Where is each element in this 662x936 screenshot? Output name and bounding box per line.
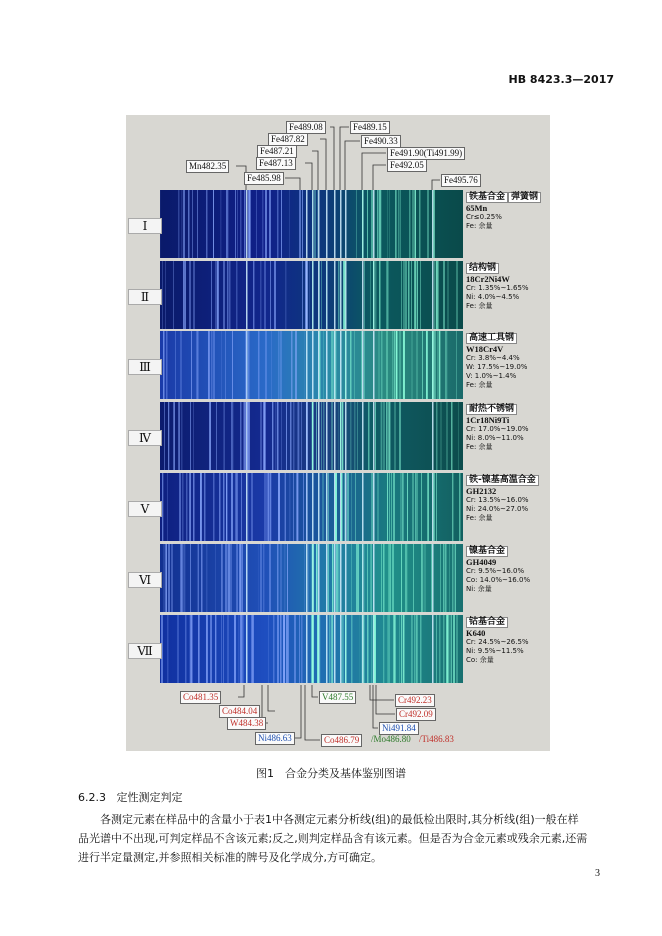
wavelength-label-top: Fe489.15 — [350, 121, 390, 134]
wavelength-label-bottom: W484.38 — [227, 717, 266, 730]
composition-line: Fe: 余量 — [466, 443, 493, 451]
alloy-label — [466, 546, 550, 594]
wavelength-label-top: Fe491.90(Ti491.99) — [387, 147, 465, 160]
composition-line: Fe: 余量 — [466, 222, 493, 230]
composition-line: Fe: 余量 — [466, 514, 493, 522]
wavelength-label-bottom: /Ti486.83 — [419, 734, 454, 744]
alloy-class-name: 结构钢 — [466, 263, 499, 274]
wavelength-label-bottom: Co484.04 — [219, 705, 260, 718]
alloy-label — [466, 404, 550, 452]
band-roman-numeral: Ⅴ — [128, 501, 162, 517]
body-paragraph: 各测定元素在样品中的含量小于表1中各测定元素分析线(组)的最低检出限时,其分析线(组)一般在样品光谱中不出现,可判定样品不含该元素;反之,则判定样品含有该元素。但是否为合金元素或残余元素,还需进行半定量测定,并参照相关标准的牌号及化学成分,方可确定。 — [78, 813, 588, 864]
composition-line: Cr: 3.8%~4.4% — [466, 354, 520, 362]
wavelength-label-top: Fe489.08 — [286, 121, 326, 134]
alloy-class-name: 耐热不锈钢 — [466, 404, 517, 415]
composition-line: Ni: 余量 — [466, 585, 492, 593]
wavelength-label-top: Fe495.76 — [441, 174, 481, 187]
wavelength-label-bottom: Co486.79 — [321, 734, 362, 747]
spectrum-band — [160, 331, 463, 399]
standard-number: HB 8423.3—2017 — [508, 73, 614, 86]
band-roman-numeral: Ⅰ — [128, 218, 162, 234]
alloy-class-name: 镍基合金 — [466, 546, 508, 557]
composition-line: Co: 14.0%~16.0% — [466, 576, 531, 584]
composition-line: Cr: 9.5%~16.0% — [466, 567, 525, 575]
band-roman-numeral: Ⅵ — [128, 572, 162, 588]
band-roman-numeral: Ⅲ — [128, 359, 162, 375]
band-roman-numeral: Ⅶ — [128, 643, 162, 659]
alloy-label — [466, 475, 550, 523]
composition-line: Cr: 13.5%~16.0% — [466, 496, 529, 504]
page-number: 3 — [595, 868, 600, 879]
alloy-grade: GH4049 — [466, 557, 497, 567]
alloy-label — [466, 333, 550, 390]
alloy-class-name: 高速工具钢 — [466, 333, 517, 344]
alloy-class-name: 钴基合金 — [466, 617, 508, 628]
section-title: 定性测定判定 — [116, 791, 183, 804]
alloy-subclass: 弹簧钢 — [508, 192, 541, 203]
section-heading — [78, 789, 183, 805]
composition-line: Ni: 4.0%~4.5% — [466, 293, 520, 301]
alloy-class-name: 铁-镍基高温合金 — [466, 475, 539, 486]
composition-line: Cr: 24.5%~26.5% — [466, 638, 529, 646]
wavelength-label-top: Fe492.05 — [387, 159, 427, 172]
wavelength-label-top: Mn482.35 — [186, 160, 229, 173]
wavelength-label-top: Fe485.98 — [244, 172, 284, 185]
alloy-label — [466, 263, 550, 311]
alloy-label — [466, 192, 550, 231]
spectrum-band — [160, 402, 463, 470]
wavelength-label-bottom: V487.55 — [319, 691, 356, 704]
spectrum-band — [160, 261, 463, 329]
wavelength-label-bottom: /Mo486.80 — [371, 734, 411, 744]
composition-line: Fe: 余量 — [466, 381, 493, 389]
composition-line: Cr: 17.0%~19.0% — [466, 425, 529, 433]
alloy-grade: GH2132 — [466, 486, 497, 496]
spectrum-bands — [160, 190, 463, 685]
composition-line: Fe: 余量 — [466, 302, 493, 310]
figure-caption: 图1 合金分类及基体鉴别图谱 — [256, 767, 406, 780]
wavelength-label-top: Fe490.33 — [361, 135, 401, 148]
wavelength-label-top: Fe487.82 — [268, 133, 308, 146]
spectrum-band — [160, 190, 463, 258]
alloy-grade: 65Mn — [466, 203, 488, 213]
wavelength-label-bottom: Ni486.63 — [255, 732, 295, 745]
spectrum-band — [160, 473, 463, 541]
composition-line: V: 1.0%~1.4% — [466, 372, 517, 380]
wavelength-label-bottom: Cr492.09 — [396, 708, 436, 721]
composition-line: Cr≤0.25% — [466, 213, 502, 221]
composition-line: Ni: 24.0%~27.0% — [466, 505, 529, 513]
wavelength-label-top: Fe487.13 — [256, 157, 296, 170]
wavelength-label-top: Fe487.21 — [257, 145, 297, 158]
wavelength-label-bottom: Co481.35 — [180, 691, 221, 704]
spectrum-band — [160, 615, 463, 683]
spectrum-band — [160, 544, 463, 612]
composition-line: Co: 余量 — [466, 656, 494, 664]
composition-line: Ni: 9.5%~11.5% — [466, 647, 524, 655]
wavelength-label-bottom: Ni491.84 — [379, 722, 419, 735]
composition-line: Ni: 8.0%~11.0% — [466, 434, 524, 442]
alloy-grade: K640 — [466, 628, 486, 638]
band-roman-numeral: Ⅳ — [128, 430, 162, 446]
wavelength-label-bottom: Cr492.23 — [395, 694, 435, 707]
alloy-label — [466, 617, 550, 665]
alloy-grade: W18Cr4V — [466, 344, 504, 354]
section-number: 6.2.3 — [78, 791, 106, 804]
alloy-grade: 1Cr18Ni9Ti — [466, 415, 510, 425]
composition-line: Cr: 1.35%~1.65% — [466, 284, 529, 292]
alloy-grade: 18Cr2Ni4W — [466, 274, 510, 284]
composition-line: W: 17.5%~19.0% — [466, 363, 528, 371]
alloy-class-name: 铁基合金 — [466, 192, 508, 203]
band-roman-numeral: Ⅱ — [128, 289, 162, 305]
